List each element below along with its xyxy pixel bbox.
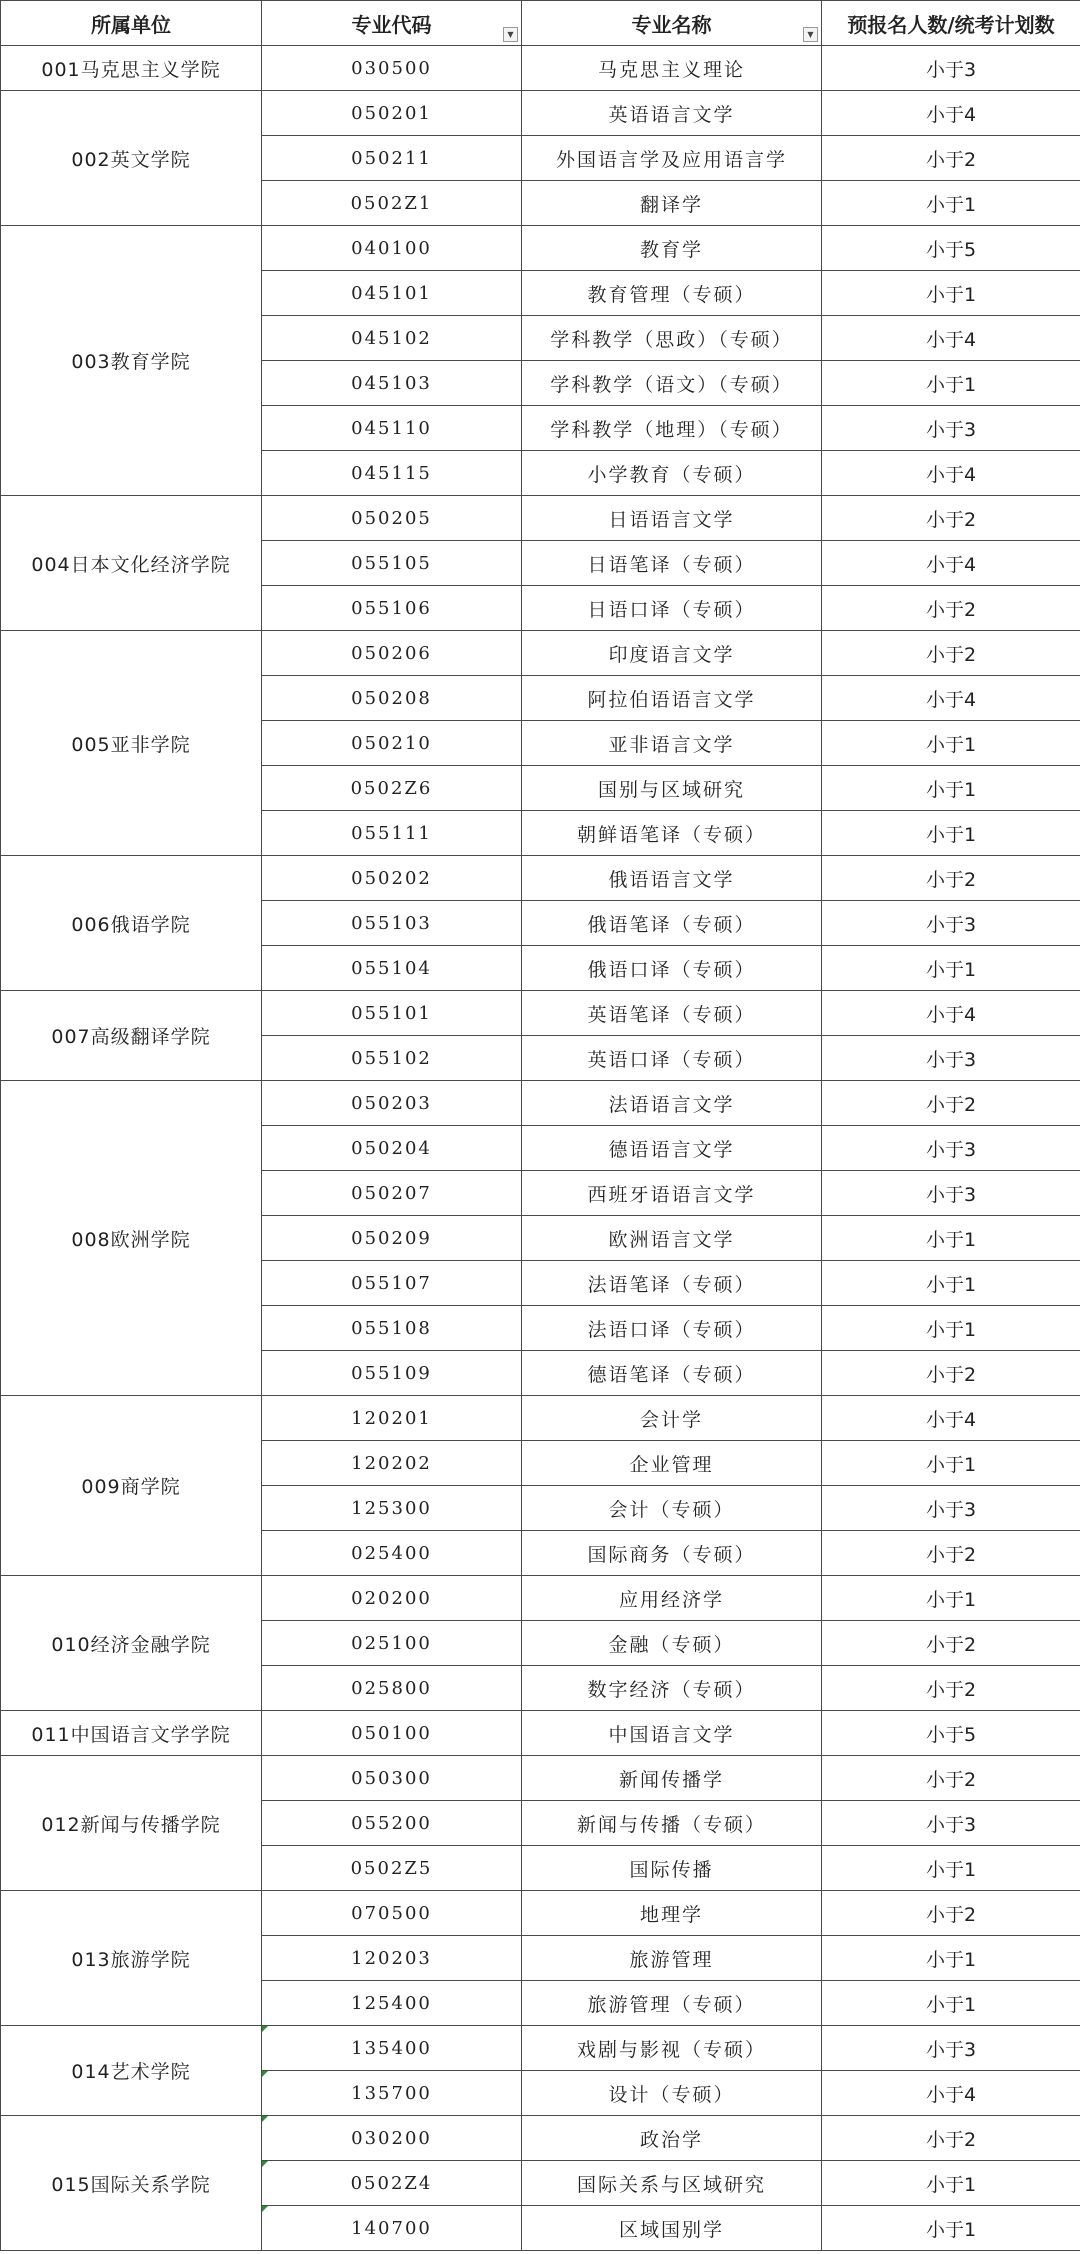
name-cell: 小学教育（专硕） (522, 451, 822, 496)
code-cell: 055109 (262, 1351, 522, 1396)
code-cell: 055102 (262, 1036, 522, 1081)
code-cell: 140700 (262, 2206, 522, 2251)
table-row (1, 856, 1080, 901)
name-cell: 国别与区域研究 (522, 766, 822, 811)
count-cell: 小于1 (822, 1846, 1080, 1891)
count-cell: 小于3 (822, 1486, 1080, 1531)
name-cell: 俄语口译（专硕） (522, 946, 822, 991)
table-row (1, 2026, 1080, 2071)
count-cell: 小于4 (822, 991, 1080, 1036)
code-cell: 045101 (262, 271, 522, 316)
table-row (1, 496, 1080, 541)
name-cell: 欧洲语言文学 (522, 1216, 822, 1261)
unit-cell: 008欧洲学院 (1, 1081, 262, 1396)
unit-cell: 012新闻与传播学院 (1, 1756, 262, 1891)
name-cell: 政治学 (522, 2116, 822, 2161)
table-row (1, 2116, 1080, 2161)
code-cell: 050209 (262, 1216, 522, 1261)
code-cell: 055200 (262, 1801, 522, 1846)
count-cell: 小于2 (822, 136, 1080, 181)
code-cell: 0502Z4 (262, 2161, 522, 2206)
count-cell: 小于1 (822, 721, 1080, 766)
code-cell: 055111 (262, 811, 522, 856)
count-cell: 小于3 (822, 1801, 1080, 1846)
count-cell: 小于2 (822, 856, 1080, 901)
header-unit-label: 所属单位 (91, 12, 171, 37)
code-cell: 050201 (262, 91, 522, 136)
code-cell: 135700 (262, 2071, 522, 2116)
count-cell: 小于3 (822, 1126, 1080, 1171)
name-cell: 法语语言文学 (522, 1081, 822, 1126)
unit-cell: 007高级翻译学院 (1, 991, 262, 1081)
name-cell: 金融（专硕） (522, 1621, 822, 1666)
unit-cell: 005亚非学院 (1, 631, 262, 856)
code-cell: 025400 (262, 1531, 522, 1576)
header-row (1, 1, 1080, 46)
table-row (1, 91, 1080, 136)
name-cell: 亚非语言文学 (522, 721, 822, 766)
name-cell: 教育管理（专硕） (522, 271, 822, 316)
count-cell: 小于3 (822, 406, 1080, 451)
name-cell: 数字经济（专硕） (522, 1666, 822, 1711)
count-cell: 小于4 (822, 91, 1080, 136)
code-cell: 045102 (262, 316, 522, 361)
code-cell: 020200 (262, 1576, 522, 1621)
name-cell: 阿拉伯语语言文学 (522, 676, 822, 721)
count-cell: 小于1 (822, 1576, 1080, 1621)
count-cell: 小于5 (822, 226, 1080, 271)
header-name (522, 1, 822, 46)
table-row (1, 1891, 1080, 1936)
name-cell: 区域国别学 (522, 2206, 822, 2251)
name-cell: 教育学 (522, 226, 822, 271)
unit-cell: 003教育学院 (1, 226, 262, 496)
header-unit (1, 1, 262, 46)
count-cell: 小于1 (822, 1306, 1080, 1351)
header-code-label: 专业代码 (351, 12, 432, 37)
count-cell: 小于4 (822, 316, 1080, 361)
code-cell: 055107 (262, 1261, 522, 1306)
count-cell: 小于2 (822, 1621, 1080, 1666)
count-cell: 小于1 (822, 1936, 1080, 1981)
code-cell: 050203 (262, 1081, 522, 1126)
count-cell: 小于2 (822, 2116, 1080, 2161)
name-cell: 会计学 (522, 1396, 822, 1441)
name-cell: 日语语言文学 (522, 496, 822, 541)
count-cell: 小于2 (822, 1666, 1080, 1711)
name-cell: 外国语言学及应用语言学 (522, 136, 822, 181)
count-cell: 小于2 (822, 1081, 1080, 1126)
name-cell: 俄语笔译（专硕） (522, 901, 822, 946)
header-count (822, 1, 1080, 46)
count-cell: 小于5 (822, 1711, 1080, 1756)
table-body (1, 46, 1080, 2251)
name-cell: 法语笔译（专硕） (522, 1261, 822, 1306)
code-cell: 025800 (262, 1666, 522, 1711)
unit-cell: 006俄语学院 (1, 856, 262, 991)
code-cell: 050202 (262, 856, 522, 901)
code-cell: 050208 (262, 676, 522, 721)
name-cell: 新闻与传播（专硕） (522, 1801, 822, 1846)
name-cell: 英语口译（专硕） (522, 1036, 822, 1081)
count-cell: 小于4 (822, 676, 1080, 721)
code-cell: 040100 (262, 226, 522, 271)
table-row (1, 1711, 1080, 1756)
name-cell: 会计（专硕） (522, 1486, 822, 1531)
name-cell: 应用经济学 (522, 1576, 822, 1621)
unit-cell: 002英文学院 (1, 91, 262, 226)
table-row (1, 631, 1080, 676)
unit-cell: 010经济金融学院 (1, 1576, 262, 1711)
name-cell: 国际传播 (522, 1846, 822, 1891)
count-cell: 小于3 (822, 901, 1080, 946)
count-cell: 小于2 (822, 496, 1080, 541)
unit-cell: 009商学院 (1, 1396, 262, 1576)
code-cell: 120203 (262, 1936, 522, 1981)
unit-cell: 001马克思主义学院 (1, 46, 262, 91)
count-cell: 小于3 (822, 2026, 1080, 2071)
table-row (1, 1081, 1080, 1126)
count-cell: 小于2 (822, 1891, 1080, 1936)
unit-cell: 015国际关系学院 (1, 2116, 262, 2251)
count-cell: 小于1 (822, 766, 1080, 811)
count-cell: 小于1 (822, 946, 1080, 991)
code-cell: 050204 (262, 1126, 522, 1171)
name-cell: 西班牙语语言文学 (522, 1171, 822, 1216)
count-cell: 小于2 (822, 1756, 1080, 1801)
table-row (1, 1396, 1080, 1441)
name-cell: 德语语言文学 (522, 1126, 822, 1171)
code-cell: 050207 (262, 1171, 522, 1216)
code-cell: 055101 (262, 991, 522, 1036)
count-cell: 小于4 (822, 1396, 1080, 1441)
count-cell: 小于3 (822, 46, 1080, 91)
count-cell: 小于2 (822, 631, 1080, 676)
count-cell: 小于1 (822, 361, 1080, 406)
name-cell: 国际商务（专硕） (522, 1531, 822, 1576)
code-cell: 055103 (262, 901, 522, 946)
header-code (262, 1, 522, 46)
header-count-label: 预报名人数/统考计划数 (847, 12, 1055, 37)
name-cell: 学科教学（地理）（专硕） (522, 406, 822, 451)
count-cell: 小于1 (822, 1981, 1080, 2026)
code-cell: 055105 (262, 541, 522, 586)
name-cell: 戏剧与影视（专硕） (522, 2026, 822, 2071)
code-cell: 050205 (262, 496, 522, 541)
code-cell: 055104 (262, 946, 522, 991)
name-cell: 德语笔译（专硕） (522, 1351, 822, 1396)
filter-dropdown-icon[interactable]: ▼ (503, 27, 518, 42)
count-cell: 小于2 (822, 1351, 1080, 1396)
name-cell: 学科教学（思政）（专硕） (522, 316, 822, 361)
name-cell: 地理学 (522, 1891, 822, 1936)
count-cell: 小于4 (822, 541, 1080, 586)
table-row (1, 991, 1080, 1036)
code-cell: 120201 (262, 1396, 522, 1441)
code-cell: 055108 (262, 1306, 522, 1351)
code-cell: 045115 (262, 451, 522, 496)
name-cell: 企业管理 (522, 1441, 822, 1486)
count-cell: 小于1 (822, 1216, 1080, 1261)
filter-dropdown-icon[interactable]: ▼ (803, 27, 818, 42)
code-cell: 125300 (262, 1486, 522, 1531)
code-cell: 050206 (262, 631, 522, 676)
count-cell: 小于1 (822, 1261, 1080, 1306)
table-row (1, 1756, 1080, 1801)
unit-cell: 011中国语言文学学院 (1, 1711, 262, 1756)
count-cell: 小于4 (822, 2071, 1080, 2116)
count-cell: 小于1 (822, 1441, 1080, 1486)
name-cell: 新闻传播学 (522, 1756, 822, 1801)
name-cell: 旅游管理 (522, 1936, 822, 1981)
table-row (1, 226, 1080, 271)
code-cell: 050211 (262, 136, 522, 181)
name-cell: 日语口译（专硕） (522, 586, 822, 631)
code-cell: 030500 (262, 46, 522, 91)
code-cell: 0502Z1 (262, 181, 522, 226)
name-cell: 设计（专硕） (522, 2071, 822, 2116)
name-cell: 法语口译（专硕） (522, 1306, 822, 1351)
count-cell: 小于1 (822, 2161, 1080, 2206)
name-cell: 朝鲜语笔译（专硕） (522, 811, 822, 856)
name-cell: 中国语言文学 (522, 1711, 822, 1756)
name-cell: 印度语言文学 (522, 631, 822, 676)
code-cell: 045110 (262, 406, 522, 451)
code-cell: 0502Z5 (262, 1846, 522, 1891)
code-cell: 070500 (262, 1891, 522, 1936)
count-cell: 小于1 (822, 811, 1080, 856)
code-cell: 025100 (262, 1621, 522, 1666)
table-row (1, 1576, 1080, 1621)
name-cell: 学科教学（语文）（专硕） (522, 361, 822, 406)
unit-cell: 013旅游学院 (1, 1891, 262, 2026)
name-cell: 英语语言文学 (522, 91, 822, 136)
code-cell: 055106 (262, 586, 522, 631)
unit-cell: 014艺术学院 (1, 2026, 262, 2116)
code-cell: 050210 (262, 721, 522, 766)
name-cell: 翻译学 (522, 181, 822, 226)
code-cell: 135400 (262, 2026, 522, 2071)
count-cell: 小于2 (822, 586, 1080, 631)
code-cell: 050100 (262, 1711, 522, 1756)
count-cell: 小于1 (822, 181, 1080, 226)
count-cell: 小于2 (822, 1531, 1080, 1576)
count-cell: 小于3 (822, 1171, 1080, 1216)
header-name-label: 专业名称 (631, 12, 712, 37)
name-cell: 英语笔译（专硕） (522, 991, 822, 1036)
count-cell: 小于1 (822, 2206, 1080, 2251)
code-cell: 125400 (262, 1981, 522, 2026)
name-cell: 马克思主义理论 (522, 46, 822, 91)
count-cell: 小于4 (822, 451, 1080, 496)
code-cell: 045103 (262, 361, 522, 406)
code-cell: 120202 (262, 1441, 522, 1486)
name-cell: 俄语语言文学 (522, 856, 822, 901)
code-cell: 030200 (262, 2116, 522, 2161)
count-cell: 小于3 (822, 1036, 1080, 1081)
unit-cell: 004日本文化经济学院 (1, 496, 262, 631)
table-row (1, 46, 1080, 91)
code-cell: 050300 (262, 1756, 522, 1801)
count-cell: 小于1 (822, 271, 1080, 316)
name-cell: 旅游管理（专硕） (522, 1981, 822, 2026)
name-cell: 国际关系与区域研究 (522, 2161, 822, 2206)
code-cell: 0502Z6 (262, 766, 522, 811)
name-cell: 日语笔译（专硕） (522, 541, 822, 586)
